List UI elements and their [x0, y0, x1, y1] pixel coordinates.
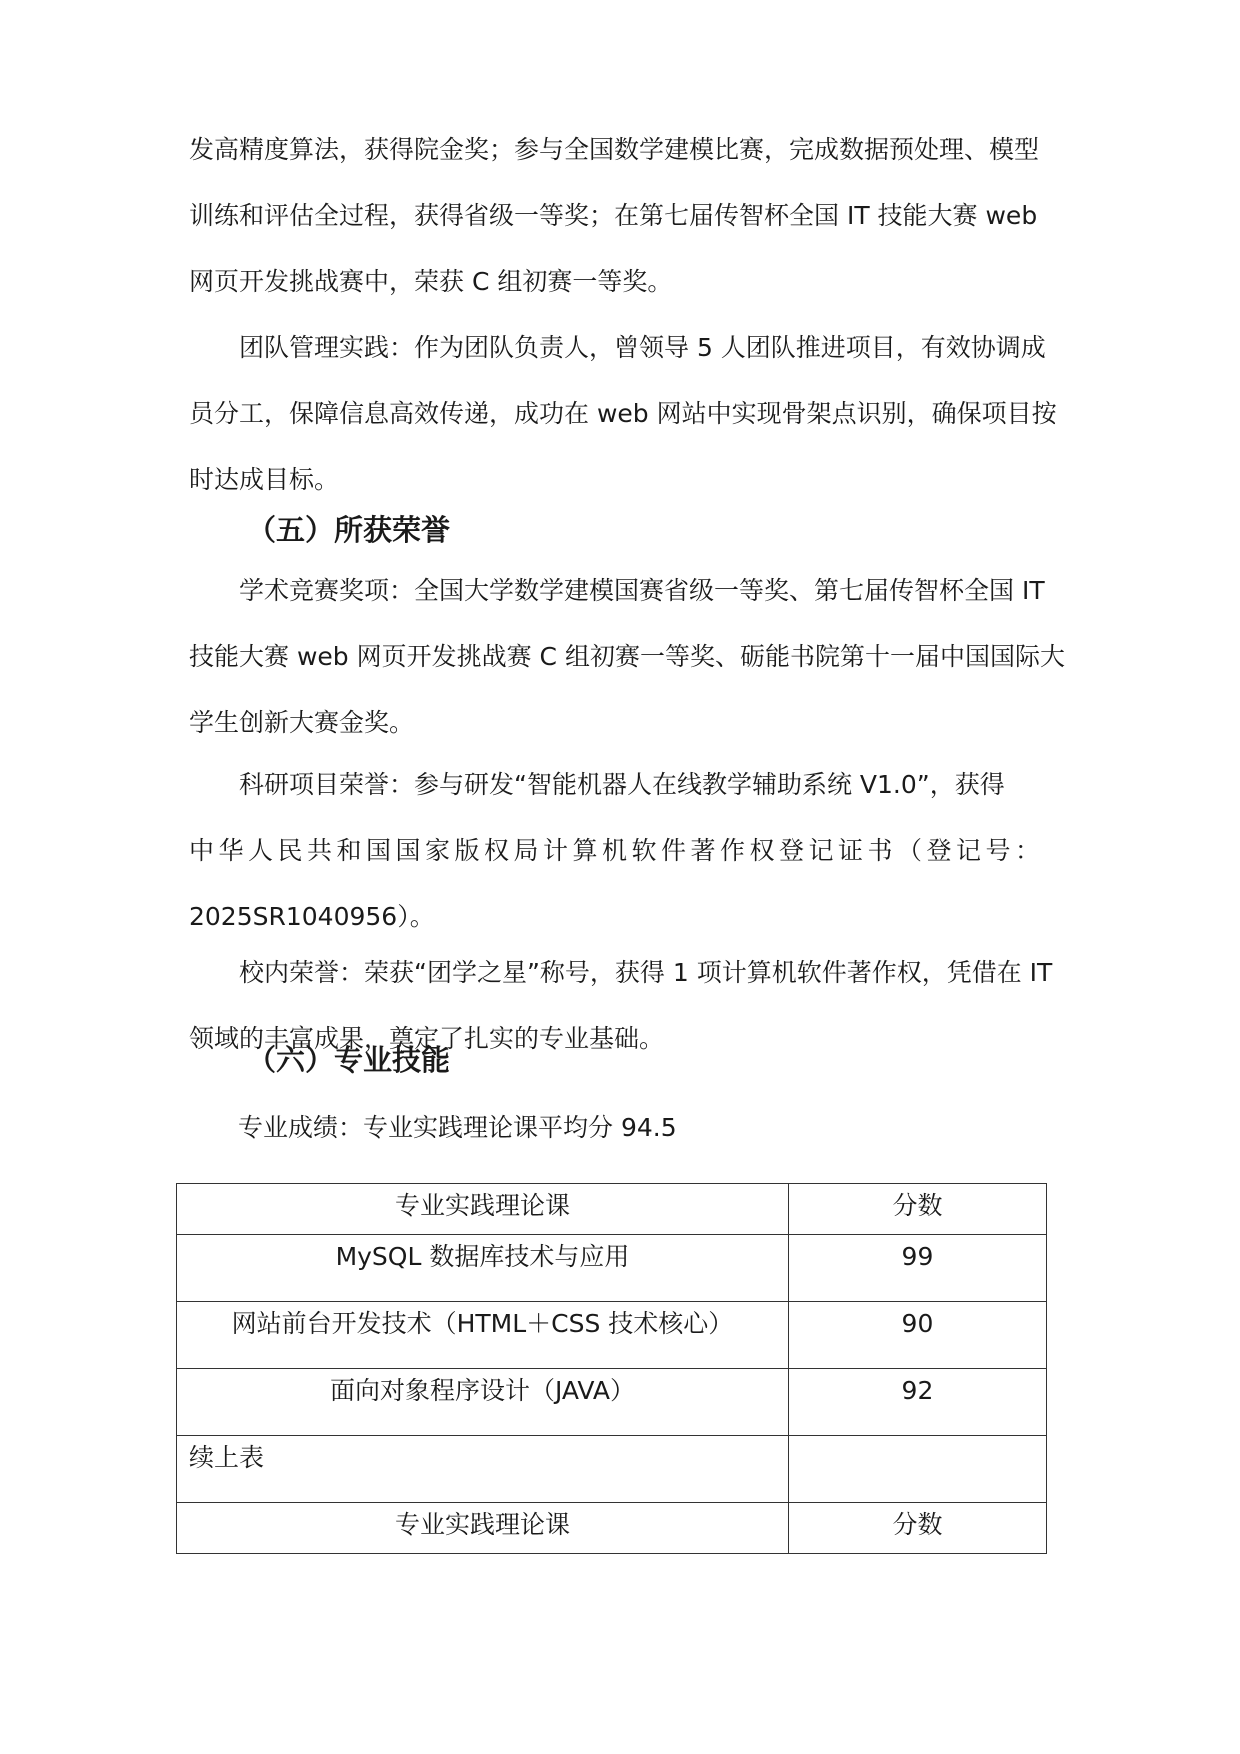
table-continued-header-row: [177, 1503, 1047, 1554]
header-course-cell: 专业实践理论课: [177, 1184, 789, 1235]
team-line-2: 员分工，保障信息高效传递，成功在 web 网站中实现骨架点识别，确保项目按: [189, 399, 1057, 428]
scores-table: [176, 1183, 1047, 1554]
header-course-cell: 专业实践理论课: [177, 1503, 789, 1554]
empty-cell: [788, 1436, 1046, 1503]
intro-line-2: 训练和评估全过程，获得省级一等奖；在第七届传智杯全国 IT 技能大赛 web: [189, 201, 1038, 230]
intro-paragraph: [189, 117, 1057, 315]
table-row: [177, 1302, 1047, 1369]
course-cell: 网站前台开发技术（HTML＋CSS 技术核心）: [177, 1302, 789, 1369]
campus-line-1: 校内荣誉：荣获“团学之星”称号，获得 1 项计算机软件著作权，凭借在 IT: [239, 958, 1053, 987]
score-cell: 92: [788, 1369, 1046, 1436]
course-cell: MySQL 数据库技术与应用: [177, 1235, 789, 1302]
intro-line-3: 网页开发挑战赛中，荣获 C 组初赛一等奖。: [189, 267, 673, 296]
team-paragraph: [189, 315, 1057, 513]
table-continued-row: [177, 1436, 1047, 1503]
score-summary: 专业成绩：专业实践理论课平均分 94.5: [238, 1113, 677, 1142]
header-score-cell: 分数: [788, 1503, 1046, 1554]
campus-line-2: 领域的丰富成果，奠定了扎实的专业基础。: [189, 1024, 665, 1053]
score-cell: 90: [788, 1302, 1046, 1369]
academic-line-1: 学术竞赛奖项：全国大学数学建模国赛省级一等奖、第七届传智杯全国 IT: [239, 576, 1045, 605]
continued-label-cell: 续上表: [177, 1436, 789, 1503]
academic-line-3: 学生创新大赛金奖。: [189, 708, 415, 737]
header-score-cell: 分数: [788, 1184, 1046, 1235]
course-cell: 面向对象程序设计（JAVA）: [177, 1369, 789, 1436]
intro-line-1: 发高精度算法，获得院金奖；参与全国数学建模比赛，完成数据预处理、模型: [189, 135, 1040, 164]
score-cell: 99: [788, 1235, 1046, 1302]
research-line-1: 科研项目荣誉：参与研发“智能机器人在线教学辅助系统 V1.0”，获得: [239, 770, 1005, 799]
research-line-2: 中华人民共和国国家版权局计算机软件著作权登记证书（登记号：: [189, 836, 1045, 865]
section-5-title: （五）所获荣誉: [247, 513, 451, 547]
academic-paragraph: [189, 558, 1065, 756]
team-line-1: 团队管理实践：作为团队负责人，曾领导 5 人团队推进项目，有效协调成: [239, 333, 1046, 362]
research-paragraph: [189, 752, 1057, 950]
team-line-3: 时达成目标。: [189, 465, 340, 494]
table-header-row: [177, 1184, 1047, 1235]
table-row: [177, 1235, 1047, 1302]
research-line-3: 2025SR1040956）。: [189, 902, 435, 931]
academic-line-2: 技能大赛 web 网页开发挑战赛 C 组初赛一等奖、砺能书院第十一届中国国际大: [189, 642, 1065, 671]
table-row: [177, 1369, 1047, 1436]
section-6-title: （六）专业技能: [247, 1043, 451, 1077]
